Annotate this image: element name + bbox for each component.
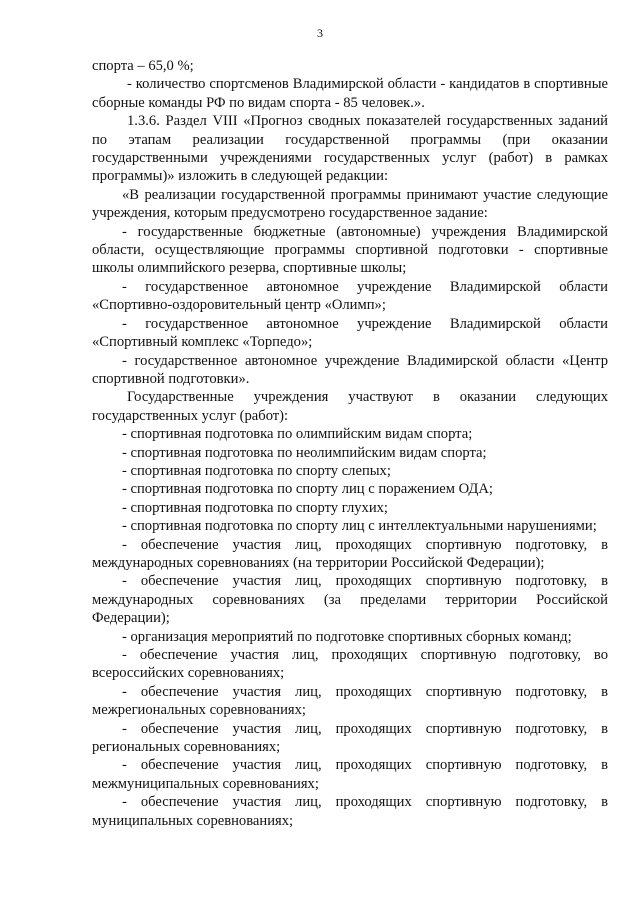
list-item: - спортивная подготовка по спорту лиц с поражением ОДА; [122,481,493,498]
paragraph: Государственные учреждения участвуют в оказании следующих государственных услуг (работ): [92,389,608,424]
paragraph: спорта – 65,0 %; [92,58,194,74]
list-item: - обеспечение участия лиц, проходящих спортивную подготовку, в региональных соревнованиях; [92,720,608,756]
paragraph: - государственное автономное учреждение Владимирской области «Центр спортивной подготовки». [92,352,608,387]
paragraph: - государственные бюджетные (автономные) учреждения Владимирской области, осуществляющие программы спортивной подготовки - спортивные школы олимпийского резерва, спортивные школы; [92,223,608,277]
list-item: - обеспечение участия лиц, проходящих спортивную подготовку, в межрегиональных соревнованиях; [92,683,608,719]
list-item: - спортивная подготовка по неолимпийским видам спорта; [122,444,487,461]
list-item: - обеспечение участия лиц, проходящих спортивную подготовку, в международных соревнованиях (на территории Российской Федерации); [92,536,608,571]
list-item: - спортивная подготовка по спорту глухих; [122,499,388,516]
paragraph: «В реализации государственной программы принимают участие следующие учреждения, которым предусмотрено государственное задание: [92,186,608,222]
list-item: - обеспечение участия лиц, проходящих спортивную подготовку, во всероссийских соревнованиях; [92,647,608,682]
page-number: 3 [317,26,323,40]
list-item: - спортивная подготовка по олимпийским видам спорта; [122,426,473,443]
list-item: - организация мероприятий по подготовке спортивных сборных команд; [122,628,572,645]
list-item: - спортивная подготовка по спорту слепых; [122,462,391,479]
list-item: - спортивная подготовка по спорту лиц с интеллектуальными нарушениями; [122,518,597,535]
list-item: - обеспечение участия лиц, проходящих спортивную подготовку, в муниципальных соревнованиях; [92,794,608,829]
paragraph: 1.3.6. Раздел VIII «Прогноз сводных показателей государственных заданий по этапам реализации государственной программы (при оказании государственными учреждениями государственных услуг (работ) в рамках программы)» изложить в следующей редакции: [92,113,608,185]
list-item: - обеспечение участия лиц, проходящих спортивную подготовку, в международных соревнованиях (за пределами территории Российской Федерации); [92,573,608,627]
document-body [92,57,608,830]
paragraph: - государственное автономное учреждение Владимирской области «Спортивный комплекс «Торпедо»; [92,315,608,351]
paragraph: - государственное автономное учреждение Владимирской области «Спортивно-оздоровительный центр «Олимп»; [92,278,608,314]
paragraph: - количество спортсменов Владимирской области - кандидатов в спортивные сборные команды РФ по видам спорта - 85 человек.». [92,76,608,111]
list-item: - обеспечение участия лиц, проходящих спортивную подготовку, в межмуниципальных соревнованиях; [92,757,608,792]
